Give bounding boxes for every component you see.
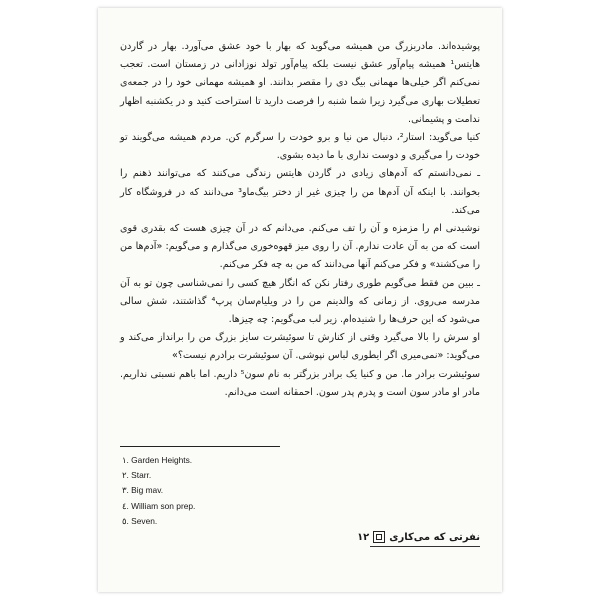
- footnote-5: ٥. Seven.: [122, 515, 158, 526]
- page-footer: [357, 531, 480, 543]
- footnotes: [122, 453, 195, 529]
- footnote-1: ١. Garden Heights.: [122, 455, 193, 465]
- book-title: نفرتی که می‌کاری: [389, 531, 480, 543]
- book-page: [98, 8, 502, 592]
- page-number: ۱۲: [357, 531, 370, 543]
- paragraph-7: سوئیشرت برادر ما. من و کنیا یک برادر بزرگتر به نام سون⁵ داریم. اما باهم نسبتی نداریم. مادر او مادر سون است و پدرم پدر سون. احمقانه است می‌دانم.: [120, 368, 480, 398]
- footnote-divider: [120, 446, 280, 447]
- paragraph-4: نوشیدنی ام را مزمزه و آن را تف می‌کنم. می‌دانم که در آن چیزی هست که بقدری قوی است که من به آن عادت ندارم. آن را روی میز قهوه‌خوری می‌گذارم و می‌گویم: «آدم‌ها من را می‌کشند» و فکر می‌کنم آنها می‌دانند که من به چه فکر می‌کنم.: [120, 223, 480, 271]
- footer-rule: [370, 546, 480, 547]
- body-text: [120, 38, 480, 402]
- ornament-icon: [373, 531, 385, 543]
- paragraph-3: ـ نمی‌دانستم که آدم‌های زیادی در گاردن هایتس زندگی می‌کنند که می‌توانند ذهنم را بخوانند. با اینکه آن آدم‌ها من را چیزی غیر از دختر بیگ‌ماو³ می‌دانند که در فروشگاه کار می‌کند.: [120, 168, 480, 216]
- paragraph-1: پوشیده‌اند. مادربزرگ من همیشه می‌گوید که بهار با خود عشق می‌آورد. بهار در گاردن هایتس¹ همیشه پیام‌آور عشق نیست بلکه پیام‌آور تولد نوزادانی در زمستان است. تعجب نمی‌کنم اگر خیلی‌ها مهمانی بیگ دی را مقصر بدانند. او همیشه مهمانی خود را در جمعه‌ی تعطیلات بهاری می‌گیرد زیرا شما شنبه را فرصت دارید تا استراحت کنید و در یکشنبه اظهار ندامت و پشیمانی.: [120, 41, 480, 125]
- footnote-3: ٣. Big mav.: [122, 485, 164, 496]
- paragraph-6: او سرش را بالا می‌گیرد وقتی از کنارش تا سوئیشرت سایز بزرگ من را برانداز می‌کند و می‌گوید: «نمی‌میری اگر ایطوری لباس نپوشی. آن سوئیشرت برادرم نیست؟»: [120, 332, 480, 362]
- paragraph-2: کنیا می‌گوید: استار²، دنبال من نیا و برو خودت را سرگرم کن. مردم همیشه می‌گویند تو خودت را می‌گیری و دوست نداری با ما دیده بشوی.: [120, 132, 481, 162]
- footnote-2: ٢. Starr.: [122, 470, 152, 481]
- paragraph-5: ـ ببین من فقط می‌گویم طوری رفتار نکن که انگار هیچ کسی را نمی‌شناسی چون تو به آن مدرسه می‌روی. از زمانی که والدینم من را در ویلیام‌سان پرپ⁴ گذاشتند، شش سالی می‌شود که این حرف‌ها را شنیده‌ام. زیر لب می‌گویم: چه چیزها.: [120, 277, 480, 326]
- footnote-4: ٤. William son prep.: [122, 500, 196, 511]
